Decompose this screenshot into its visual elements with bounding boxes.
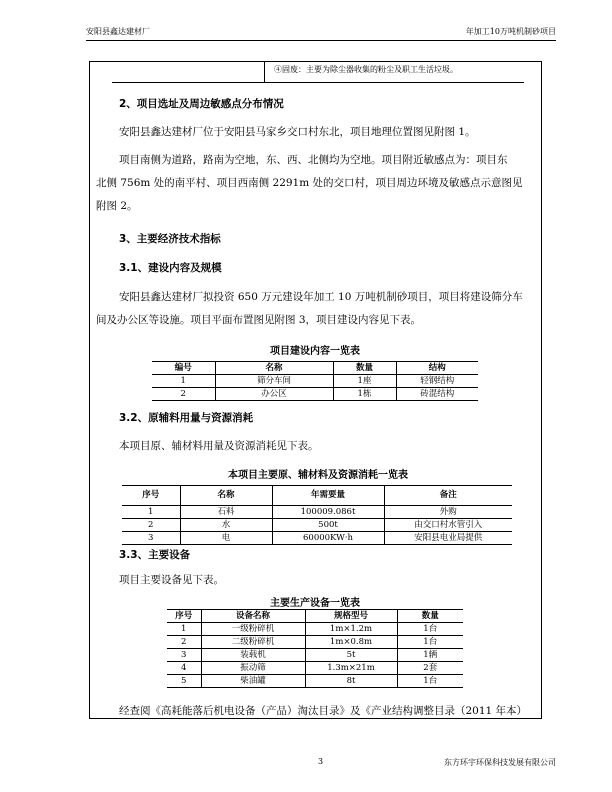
table-cell: 4 <box>167 662 201 675</box>
table-row <box>152 388 478 401</box>
table-cell: 3 <box>122 532 180 545</box>
table-cell: 5t <box>305 649 397 662</box>
table-cell: 一级粉碎机 <box>201 623 305 636</box>
table-cell: 筛分车间 <box>215 375 333 388</box>
table-cell: 500t <box>272 519 384 532</box>
table-header-row <box>122 486 512 506</box>
footer-company: 东方环宇环保科技发展有限公司 <box>444 758 556 767</box>
header-cell: 名称 <box>180 486 272 506</box>
table-row <box>122 519 512 532</box>
table-header-row <box>167 610 463 623</box>
section-2-heading: 2、项目选址及周边敏感点分布情况 <box>119 98 284 110</box>
header-cell: 序号 <box>167 610 201 623</box>
header-cell: 数量 <box>397 610 463 623</box>
materials-consumption-table <box>122 485 512 545</box>
table-cell: 2 <box>122 519 180 532</box>
production-equipment-table <box>167 609 463 688</box>
table-cell: 振动筛 <box>201 662 305 675</box>
table-cell: 二级粉碎机 <box>201 636 305 649</box>
header-cell: 数量 <box>333 362 396 375</box>
header-cell: 结构 <box>396 362 478 375</box>
section-3-1-paragraph-line-2: 间及办公区等设施。项目平面布置图见附图 3，项目建设内容见下表。 <box>96 314 422 326</box>
section-3-3-paragraph: 项目主要设备见下表。 <box>119 574 224 586</box>
section-2-paragraph-2-line-3: 附图 2。 <box>96 200 138 212</box>
section-3-1-paragraph-line-1: 安阳县鑫达建材厂拟投资 650 万元建设年加工 10 万吨机制砂项目，项目将建设筛分车 <box>119 291 523 303</box>
top-row-text: ④固废：主要为除尘器收集的粉尘及职工生活垃圾。 <box>274 65 458 74</box>
page-number: 3 <box>318 757 324 766</box>
table-cell: 电 <box>180 532 272 545</box>
table-cell: 1m×0.8m <box>305 636 397 649</box>
section-3-2-heading: 3.2、原辅料用量与资源消耗 <box>119 412 254 424</box>
header-cell: 序号 <box>122 486 180 506</box>
header-cell: 年需要量 <box>272 486 384 506</box>
table-cell: 2套 <box>397 662 463 675</box>
header-cell: 规格型号 <box>305 610 397 623</box>
section-3-1-heading: 3.1、建设内容及规模 <box>119 262 222 274</box>
table-cell: 由交口村水管引入 <box>384 519 512 532</box>
table-cell: 1台 <box>397 675 463 688</box>
table-cell: 5 <box>167 675 201 688</box>
section-3-2-paragraph: 本项目原、辅材料用量及资源消耗见下表。 <box>119 440 319 452</box>
table-cell: 3 <box>167 649 201 662</box>
table-cell: 安阳县电业局提供 <box>384 532 512 545</box>
table-cell: 轻钢结构 <box>396 375 478 388</box>
table-cell: 装载机 <box>201 649 305 662</box>
header-left: 安阳县鑫达建材厂 <box>86 27 150 36</box>
table-cell: 砖混结构 <box>396 388 478 401</box>
header-cell: 编号 <box>152 362 215 375</box>
table-row <box>167 623 463 636</box>
table-cell: 100009.086t <box>272 506 384 519</box>
table-cell: 1 <box>167 623 201 636</box>
table-cell: 8t <box>305 675 397 688</box>
section-2-paragraph-2-line-2: 北侧 756m 处的南平村、项目西南侧 2291m 处的交口村，项目周边环境及敏感点示意图见 <box>96 177 523 189</box>
section-3-3-heading: 3.3、主要设备 <box>119 549 191 561</box>
table-row <box>167 649 463 662</box>
table-row <box>122 532 512 545</box>
table-cell: 1m×1.2m <box>305 623 397 636</box>
table-cell: 柴油罐 <box>201 675 305 688</box>
table-row <box>122 506 512 519</box>
table-row <box>167 636 463 649</box>
section-2-paragraph-2-line-1: 项目南侧为道路，路南为空地，东、西、北侧均为空地。项目附近敏感点为：项目东 <box>119 154 508 166</box>
table-cell: 1台 <box>397 636 463 649</box>
table-cell: 1 <box>122 506 180 519</box>
header-right: 年加工10万吨机制砂项目 <box>465 27 556 36</box>
table-cell: 1台 <box>397 623 463 636</box>
table-cell: 2 <box>167 636 201 649</box>
page-header <box>86 26 556 41</box>
section-2-paragraph-1: 安阳县鑫达建材厂位于安阳县马家乡交口村东北，项目地理位置图见附图 1。 <box>119 126 476 138</box>
top-table-row <box>112 61 524 83</box>
table-row <box>152 375 478 388</box>
header-cell: 备注 <box>384 486 512 506</box>
table-cell: 外购 <box>384 506 512 519</box>
table-cell: 1 <box>152 375 215 388</box>
table-cell: 1.3m×21m <box>305 662 397 675</box>
construction-content-table <box>152 361 478 401</box>
table-1-caption: 项目建设内容一览表 <box>270 346 360 357</box>
top-row-left-cell <box>112 61 265 82</box>
closing-paragraph-line: 经查阅《高耗能落后机电设备（产品）淘汰目录》及《产业结构调整目录（2011 年本） <box>119 705 528 717</box>
table-cell: 1栋 <box>333 388 396 401</box>
header-cell: 设备名称 <box>201 610 305 623</box>
table-cell: 1辆 <box>397 649 463 662</box>
table-row <box>167 675 463 688</box>
table-cell: 办公区 <box>215 388 333 401</box>
table-header-row <box>152 362 478 375</box>
table-2-caption: 本项目主要原、辅材料及资源消耗一览表 <box>228 470 408 481</box>
table-3-caption: 主要生产设备一览表 <box>270 598 360 609</box>
table-row <box>167 662 463 675</box>
table-cell: 2 <box>152 388 215 401</box>
table-cell: 水 <box>180 519 272 532</box>
header-cell: 名称 <box>215 362 333 375</box>
table-cell: 1座 <box>333 375 396 388</box>
table-cell: 石料 <box>180 506 272 519</box>
section-3-heading: 3、主要经济技术指标 <box>119 233 221 245</box>
table-cell: 60000KW·h <box>272 532 384 545</box>
